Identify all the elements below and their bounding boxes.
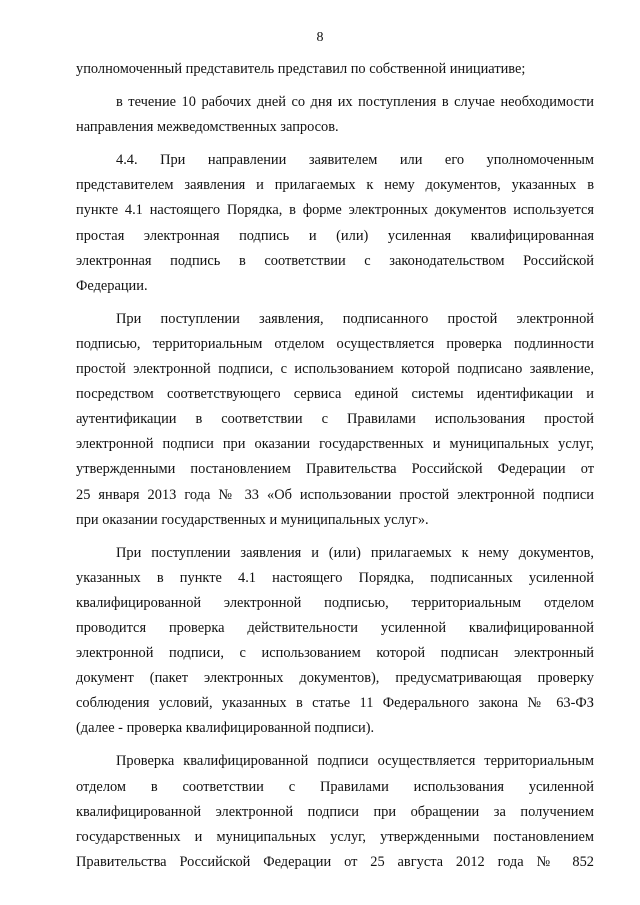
text-line: направления межведомственных запросов. (76, 119, 339, 136)
text-line: отделом в соответствии с Правилами использования усиленной (76, 778, 594, 795)
text-line: электронной подписи, с использованием которой подписан электронный (76, 645, 594, 662)
paragraph (76, 749, 594, 874)
text-line: Правительства Российской Федерации от 25 августа 2012 года № 852 (76, 853, 594, 870)
text-line: простая электронная подпись и (или) усиленная квалифицированная (76, 227, 594, 244)
paragraph (76, 57, 594, 82)
text-line: 25 января 2013 года № 33 «Об использовании простой электронной подписи (76, 486, 594, 503)
text-line: 4.4. При направлении заявителем или его уполномоченным (116, 152, 594, 169)
paragraph (76, 90, 594, 140)
text-line: утвержденными постановлением Правительства Российской Федерации от (76, 461, 594, 478)
paragraph (76, 148, 594, 299)
document-body (76, 57, 594, 883)
text-line: аутентификации в соответствии с Правилами использования простой (76, 411, 594, 428)
text-line: Федерации. (76, 277, 148, 294)
paragraph (76, 307, 594, 533)
text-line: (далее - проверка квалифицированной подписи). (76, 720, 375, 737)
text-line: документ (пакет электронных документов), предусматривающая проверку (76, 670, 594, 687)
text-line: посредством соответствующего сервиса единой системы идентификации и (76, 386, 594, 403)
text-line: уполномоченный представитель представил по собственной инициативе; (76, 61, 526, 77)
text-line: Проверка квалифицированной подписи осуществляется территориальным (116, 753, 594, 770)
text-line: в течение 10 рабочих дней со дня их поступления в случае необходимости (116, 94, 594, 111)
text-line: пункте 4.1 настоящего Порядка, в форме электронных документов используется (76, 202, 594, 219)
text-line: электронной подписи при оказании государственных и муниципальных услуг, (76, 436, 594, 453)
text-line: квалифицированной электронной подписью, территориальным отделом (76, 594, 594, 611)
text-line: указанных в пункте 4.1 настоящего Порядка, подписанных усиленной (76, 569, 594, 586)
text-line: соблюдения условий, указанных в статье 11 Федерального закона № 63-ФЗ (76, 695, 594, 712)
text-line: При поступлении заявления, подписанного простой электронной (116, 310, 594, 327)
page-number: 8 (316, 30, 324, 45)
text-line: государственных и муниципальных услуг, утвержденными постановлением (76, 828, 594, 845)
text-line: представителем заявления и прилагаемых к нему документов, указанных в (76, 177, 594, 194)
text-line: подписью, территориальным отделом осуществляется проверка подлинности (76, 335, 594, 352)
text-line: проводится проверка действительности усиленной квалифицированной (76, 619, 594, 636)
text-line: квалифицированной электронной подписи при обращении за получением (76, 803, 594, 820)
text-line: простой электронной подписи, с использованием которой подписано заявление, (76, 361, 594, 378)
paragraph (76, 541, 594, 742)
text-line: при оказании государственных и муниципальных услуг». (76, 511, 429, 528)
text-line: электронная подпись в соответствии с законодательством Российской (76, 252, 594, 269)
text-line: При поступлении заявления и (или) прилагаемых к нему документов, (116, 544, 594, 561)
